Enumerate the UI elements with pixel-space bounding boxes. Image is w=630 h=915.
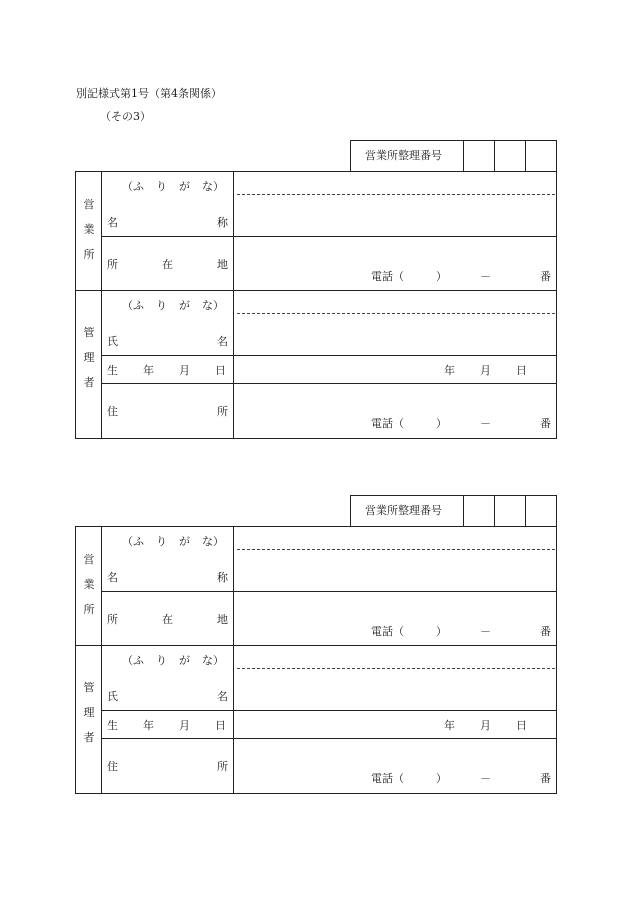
meisho-label-2: 称: [217, 216, 228, 229]
tel-close: ）: [436, 270, 447, 283]
office-number-cell-3[interactable]: [526, 141, 556, 171]
tel-prefix: 電話（: [371, 625, 404, 638]
section-label-eigyosho: 営 業 所: [83, 198, 95, 261]
shozaichi-label-1: 所: [107, 258, 118, 271]
tel-ban: 番: [540, 417, 551, 430]
tel-close: ）: [436, 417, 447, 430]
office-number-cell-1[interactable]: [464, 141, 494, 171]
section-label-kanrisha: 管 理 者: [83, 681, 95, 744]
tel-prefix: 電話（: [371, 772, 404, 785]
tel-ban: 番: [540, 270, 551, 283]
office-number-cell-2[interactable]: [495, 496, 525, 526]
furigana-label: （ふ り が な）: [122, 535, 224, 548]
shozaichi-label-1: 所: [107, 613, 118, 626]
tel-dash: －: [480, 417, 491, 430]
meisho-label-1: 名: [107, 216, 118, 229]
jusho-label-1: 住: [107, 760, 118, 773]
tel-close: ）: [436, 772, 447, 785]
tel-prefix: 電話（: [371, 417, 404, 430]
kanrisha-furigana-input[interactable]: [236, 648, 554, 668]
jusho-label-2: 所: [217, 405, 228, 418]
shozaichi-label-3: 地: [217, 258, 228, 271]
tel-prefix: 電話（: [371, 270, 404, 283]
tel-ban: 番: [540, 625, 551, 638]
eigyosho-shozaichi-input[interactable]: [236, 239, 554, 269]
office-number-label: 営業所整理番号: [365, 149, 442, 162]
date-day: 日: [516, 719, 527, 732]
date-year: 年: [444, 364, 455, 377]
birthdate-label: 生 年 月 日: [107, 364, 226, 377]
registration-form-2: [0, 355, 630, 795]
furigana-label: （ふ り が な）: [122, 299, 224, 312]
section-label-kanrisha: 管 理 者: [83, 326, 95, 389]
kanrisha-jusho-input[interactable]: [236, 741, 554, 771]
form-subtitle: （その3）: [100, 110, 151, 123]
furigana-label: （ふ り が な）: [122, 654, 224, 667]
jusho-label-2: 所: [217, 760, 228, 773]
meisho-label-1: 名: [107, 571, 118, 584]
section-label-eigyosho: 営 業 所: [83, 553, 95, 616]
eigyosho-meisho-input[interactable]: [236, 551, 554, 590]
shimei-label-1: 氏: [107, 335, 118, 348]
tel-dash: －: [480, 270, 491, 283]
office-number-cell-3[interactable]: [526, 496, 556, 526]
shimei-label-1: 氏: [107, 690, 118, 703]
office-number-cell-2[interactable]: [495, 141, 525, 171]
tel-dash: －: [480, 625, 491, 638]
birthdate-label: 生 年 月 日: [107, 719, 226, 732]
office-number-label: 営業所整理番号: [365, 504, 442, 517]
jusho-label-1: 住: [107, 405, 118, 418]
eigyosho-meisho-input[interactable]: [236, 196, 554, 235]
kanrisha-shimei-input[interactable]: [236, 315, 554, 354]
shozaichi-label-3: 地: [217, 613, 228, 626]
shozaichi-label-2: 在: [162, 613, 173, 626]
eigyosho-furigana-input[interactable]: [236, 174, 554, 194]
shozaichi-label-2: 在: [162, 258, 173, 271]
form-title: 別記様式第1号（第4条関係）: [76, 87, 222, 100]
tel-close: ）: [436, 625, 447, 638]
shimei-label-2: 名: [217, 690, 228, 703]
office-number-cell-1[interactable]: [464, 496, 494, 526]
eigyosho-shozaichi-input[interactable]: [236, 594, 554, 624]
date-day: 日: [516, 364, 527, 377]
tel-ban: 番: [540, 772, 551, 785]
kanrisha-shimei-input[interactable]: [236, 670, 554, 709]
eigyosho-furigana-input[interactable]: [236, 529, 554, 549]
furigana-label: （ふ り が な）: [122, 180, 224, 193]
meisho-label-2: 称: [217, 571, 228, 584]
date-year: 年: [444, 719, 455, 732]
date-month: 月: [480, 364, 491, 377]
shimei-label-2: 名: [217, 335, 228, 348]
tel-dash: －: [480, 772, 491, 785]
kanrisha-furigana-input[interactable]: [236, 293, 554, 313]
kanrisha-birthdate-input[interactable]: [236, 712, 554, 737]
date-month: 月: [480, 719, 491, 732]
